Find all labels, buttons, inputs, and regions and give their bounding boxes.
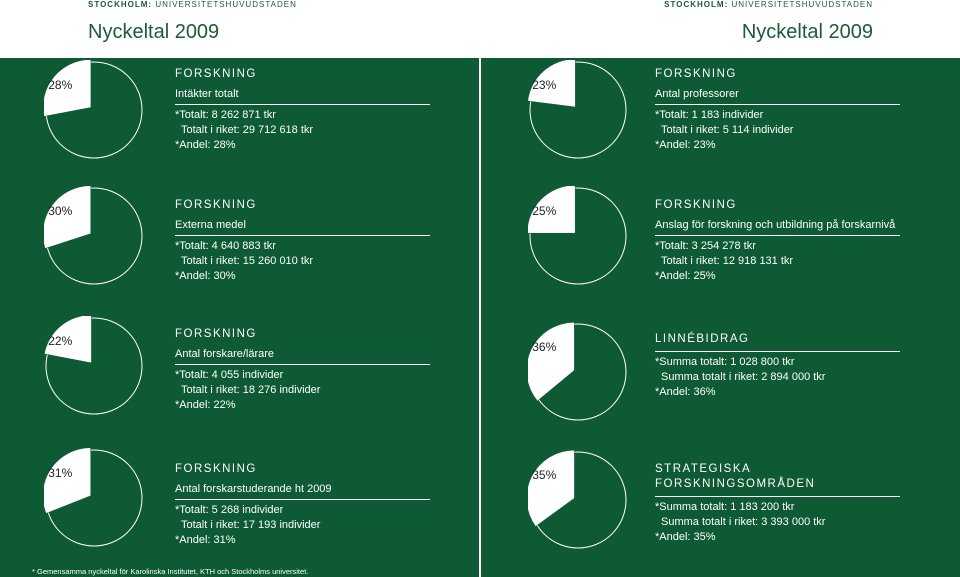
pie-percent-label: 30% <box>48 204 73 219</box>
stat-line: *Andel: 35% <box>655 531 716 543</box>
pie-chart <box>528 322 628 422</box>
category-heading: STRATEGISKA FORSKNINGSOMRÅDEN <box>655 463 816 490</box>
metric-title: Externa medel <box>175 218 430 236</box>
metric-title: Intäkter totalt <box>175 87 430 105</box>
brand: STOCKHOLM: UNIVERSITETSHUVUDSTADEN <box>88 0 297 9</box>
stat-line: *Totalt: 8 262 871 tkr <box>175 109 276 121</box>
stat-block <box>175 327 430 413</box>
pie-chart <box>528 450 628 550</box>
stat-block <box>655 462 900 545</box>
header <box>0 0 479 58</box>
stat-line: Summa totalt i riket: 3 393 000 tkr <box>661 516 826 528</box>
category-heading: FORSKNING <box>175 463 257 475</box>
pie-percent-label: 23% <box>532 78 557 93</box>
pie-percent-label: 22% <box>48 334 73 349</box>
stat-line: *Andel: 30% <box>175 270 236 282</box>
heading-rule <box>655 494 900 497</box>
stat-block <box>175 462 430 548</box>
pie-chart <box>44 316 144 416</box>
heading-rule <box>655 349 900 352</box>
stat-line: *Totalt: 1 183 individer <box>655 109 764 121</box>
stat-line: Totalt i riket: 17 193 individer <box>181 519 321 531</box>
pie-chart <box>44 448 144 548</box>
page-title: Nyckeltal 2009 <box>88 21 220 43</box>
metric-title: Anslag för forskning och utbildning på forskarnivå <box>655 218 900 236</box>
stat-block <box>655 332 900 400</box>
pie-percent-label: 28% <box>48 78 73 93</box>
category-heading: FORSKNING <box>175 199 257 211</box>
pie-chart <box>528 186 628 286</box>
footnote: * Gemensamma nyckeltal för Karolinska Institutet, KTH och Stockholms universitet. <box>32 567 309 576</box>
header <box>481 0 960 58</box>
pie-chart <box>44 186 144 286</box>
pie-percent-label: 31% <box>48 466 73 481</box>
pie-percent-label: 36% <box>532 340 557 355</box>
stat-block <box>175 198 430 284</box>
stat-line: *Andel: 22% <box>175 399 236 411</box>
stat-line: Summa totalt i riket: 2 894 000 tkr <box>661 371 826 383</box>
metric-title: Antal forskare/lärare <box>175 347 430 365</box>
stat-line: *Totalt: 4 640 883 tkr <box>175 240 276 252</box>
stat-line: Totalt i riket: 29 712 618 tkr <box>181 124 314 136</box>
category-heading: LINNÉBIDRAG <box>655 333 750 345</box>
category-heading: FORSKNING <box>175 328 257 340</box>
stat-block <box>655 198 900 284</box>
pie-percent-label: 35% <box>532 468 557 483</box>
category-heading: FORSKNING <box>655 68 737 80</box>
stat-line: *Andel: 36% <box>655 386 716 398</box>
stat-line: Totalt i riket: 12 918 131 tkr <box>661 255 794 267</box>
stat-block <box>655 67 900 153</box>
category-heading: FORSKNING <box>175 68 257 80</box>
stat-line: *Summa totalt: 1 028 800 tkr <box>655 356 795 368</box>
stat-line: *Totalt: 3 254 278 tkr <box>655 240 756 252</box>
pie-percent-label: 25% <box>532 204 557 219</box>
pie-chart <box>44 60 144 160</box>
page-title: Nyckeltal 2009 <box>741 21 873 43</box>
stat-line: *Totalt: 5 268 individer <box>175 504 284 516</box>
stat-line: *Andel: 25% <box>655 270 716 282</box>
stat-line: Totalt i riket: 18 276 individer <box>181 384 321 396</box>
stat-line: *Totalt: 4 055 individer <box>175 369 284 381</box>
stat-line: *Andel: 31% <box>175 534 236 546</box>
stat-line: Totalt i riket: 5 114 individer <box>661 124 794 136</box>
stat-block <box>175 67 430 153</box>
metric-title: Antal professorer <box>655 87 900 105</box>
stat-line: *Andel: 23% <box>655 139 716 151</box>
metric-title: Antal forskarstuderande ht 2009 <box>175 482 430 500</box>
brand: STOCKHOLM: UNIVERSITETSHUVUDSTADEN <box>664 0 873 9</box>
pie-chart <box>528 60 628 160</box>
stat-line: *Andel: 28% <box>175 139 236 151</box>
stat-line: Totalt i riket: 15 260 010 tkr <box>181 255 314 267</box>
stat-line: *Summa totalt: 1 183 200 tkr <box>655 501 795 513</box>
category-heading: FORSKNING <box>655 199 737 211</box>
